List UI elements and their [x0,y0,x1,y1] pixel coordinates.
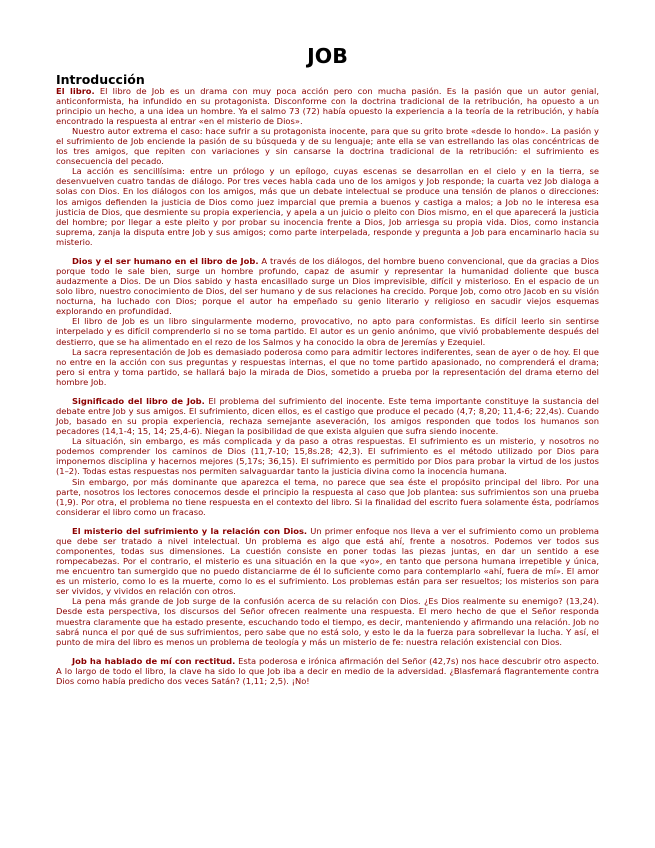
paragraph: Sin embargo, por más dominante que aparezca el tema, no parece que sea éste el propósito principal del libro. Por una parte, nosotros los lectores conocemos desde el principio la respuesta al caso que Job plantea: sus sufrimientos son una prueba (1,9). Por otra, el problema no tiene respuesta en el contexto del libro. Si la finalidad del escrito fuera solamente ésta, podríamos considerar el libro como un fracaso. [56,476,599,517]
section-dios-y-el-ser-humano [56,256,599,387]
section-el-libro [56,86,599,247]
paragraph: La acción es sencillísima: entre un prólogo y un epílogo, cuyas escenas se desarrollan en el cielo y en la tierra, se desenvuelven cuatro tandas de diálogo. Por tres veces habla cada uno de los amigos y Job responde; la cuarta vez Job dialoga a solas con Dios. En los diálogos con los amigos, más que un debate intelectual se produce una tensión de planos o direcciones: los amigos defienden la justicia de Dios como juez imparcial que premia a buenos y castiga a malos; a Job no le interesa esa justicia de Dios, que desmiente su propia experiencia, y apela a un juicio o pleito con Dios mismo, en el que aparecerá la justicia del hombre; por llegar a este pleito y por probar su inocencia frente a Dios, Job arriesga su propia vida. Dios, como instancia suprema, zanja la disputa entre Job y sus amigos; como parte interpelada, responde y pregunta a Job para encaminarlo hacia su misterio. [56,166,599,247]
section-lead: Dios y el ser humano en el libro de Job. [72,256,259,267]
paragraph [56,656,599,686]
section-significado [56,396,599,517]
introduction-heading: Introducción [56,72,145,87]
paragraph: El libro de Job es un libro singularmente moderno, provocativo, no apto para conformistas. Es difícil leerlo sin sentirse interpelado y es difícil comprenderlo si no se toma partido. El autor es un genio anónimo, que vivió probablemente después del destierro, que se ha alimentado en el rezo de los Salmos y ha conocido la obra de Jeremías y Ezequiel. [56,316,599,347]
section-job-ha-hablado [56,656,599,686]
paragraph [56,86,599,126]
section-misterio-del-sufrimiento [56,526,599,647]
paragraph: La situación, sin embargo, es más complicada y da paso a otras respuestas. El sufrimiento es un misterio, y nosotros no podemos comprender los caminos de Dios (11,7-10; 15,8s.28; 42,3). El sufrimiento es el método utilizado por Dios para imponernos disciplina y hacernos mejores (5,17s; 36,15). El sufrimiento es permitido por Dios para probar la virtud de los justos (1–2). Todas estas respuestas nos permiten salvaguardar tanto la justicia divina como la inocencia humana. [56,436,599,477]
paragraph: La sacra representación de Job es demasiado poderosa como para admitir lectores indiferentes, sean de ayer o de hoy. El que no entre en la acción con sus preguntas y respuestas internas, el que no tome partido apasionado, no comprenderá el drama; pero si entra y toma partido, se hallará bajo la mirada de Dios, sometido a prueba por la representación del drama eterno del hombre Job. [56,346,599,387]
paragraph-text: El problema del sufrimiento del inocente. Este tema importante constituye la sustancia del debate entre Job y sus amigos. El sufrimiento, dicen ellos, es el castigo que produce el pecado (4,7; 8,20; 11,4-6; 22,4s). Cuando Job, basado en su propia experiencia, rechaza semejante aseveración, los amigos responden que todos los humanos son pecadores (14,1-4; 15, 14; 25,4-6). Niegan la posibilidad de que exista alguien que sufra siendo inocente. [56,396,599,437]
paragraph [56,526,599,596]
section-lead: Significado del libro de Job. [72,396,205,407]
section-lead: El misterio del sufrimiento y la relación con Dios. [72,526,308,537]
paragraph-text: Esta poderosa e irónica afirmación del Señor (42,7s) nos hace descubrir otro aspecto. A lo largo de todo el libro, la clave ha sido lo que Job iba a decir en medio de la adversidad. ¿Blasfemará flagrantemente contra Dios como había predicho dos veces Satán? (1,11; 2,5). ¡No! [56,656,599,687]
paragraph-text: Un primer enfoque nos lleva a ver el sufrimiento como un problema que debe ser tratado a nivel intelectual. Un problema es algo que está ahí, frente a nosotros. Podemos ver todos sus componentes, todas sus dimensiones. La cuestión consiste en poner todas las piezas juntas, en dar un sentido a ese rompecabezas. Por el contrario, el misterio es una situación en la que «yo», en tanto que persona humana irrepetible y única, me encuentro tan sumergido que no puedo distanciarme de él lo suficiente como para contemplarlo «ahí, fuera de mí». El amor es un misterio, como lo es la muerte, como lo es el sufrimiento. Los problemas están para ser resueltos; los misterios son para ser vividos, y vividos en relación con otros. [56,526,599,597]
paragraph [56,396,599,436]
paragraph-text: A través de los diálogos, del hombre bueno convencional, que da gracias a Dios porque todo le sale bien, surge un hombre profundo, capaz de asumir y representar la humanidad doliente que busca audazmente a Dios. De un Dios sabido y hasta encasillado surge un Dios imprevisible, difícil y misterioso. En el espacio de un solo libro, nuestro conocimiento de Dios, del ser humano y de sus relaciones ha crecido. Porque Job, como otro Jacob en su visión nocturna, ha luchado con Dios; porque el autor ha empeñado su genio literario y religioso en sacudir viejos esquemas explorando en profundidad. [56,256,599,317]
section-lead: El libro. [56,86,95,96]
section-lead: Job ha hablado de mí con rectitud. [72,656,236,667]
paragraph [56,256,599,316]
paragraph: La pena más grande de Job surge de la confusión acerca de su relación con Dios. ¿Es Dios realmente su enemigo? (13,24). Desde esta perspectiva, los discursos del Señor ofrecen realmente una respuesta. El mero hecho de que el Señor responda muestra claramente que ha estado presente, escuchando todo el tiempo, es decir, manteniendo y afirmando una relación. Job no sabrá nunca el por qué de sus sufrimientos, pero sabe que no está solo, y esto le da la fuerza para sobrellevar la lucha. Y así, el punto de mira del libro es menos un problema de teología y más un misterio de fe: nuestra relación existencial con Dios. [56,596,599,647]
paragraph: Nuestro autor extrema el caso: hace sufrir a su protagonista inocente, para que su grito brote «desde lo hondo». La pasión y el sufrimiento de Job enciende la pasión de su búsqueda y de su lenguaje; ante ella se van estrellando las olas concéntricas de los tres amigos, que repiten con variaciones y sin cansarse la doctrina tradicional de la retribución: el sufrimiento es consecuencia del pecado. [56,126,599,167]
paragraph-text: El libro de Job es un drama con muy poca acción pero con mucha pasión. Es la pasión que un autor genial, anticonformista, ha infundido en su protagonista. Disconforme con la doctrina tradicional de la retribución, ha opuesto a un principio un hecho, a una idea un hombre. Ya el salmo 73 (72) había opuesto la experiencia a la teoría de la retribución, y había encontrado la respuesta al entrar «en el misterio de Dios». [56,86,599,127]
document-title: JOB [307,44,348,68]
